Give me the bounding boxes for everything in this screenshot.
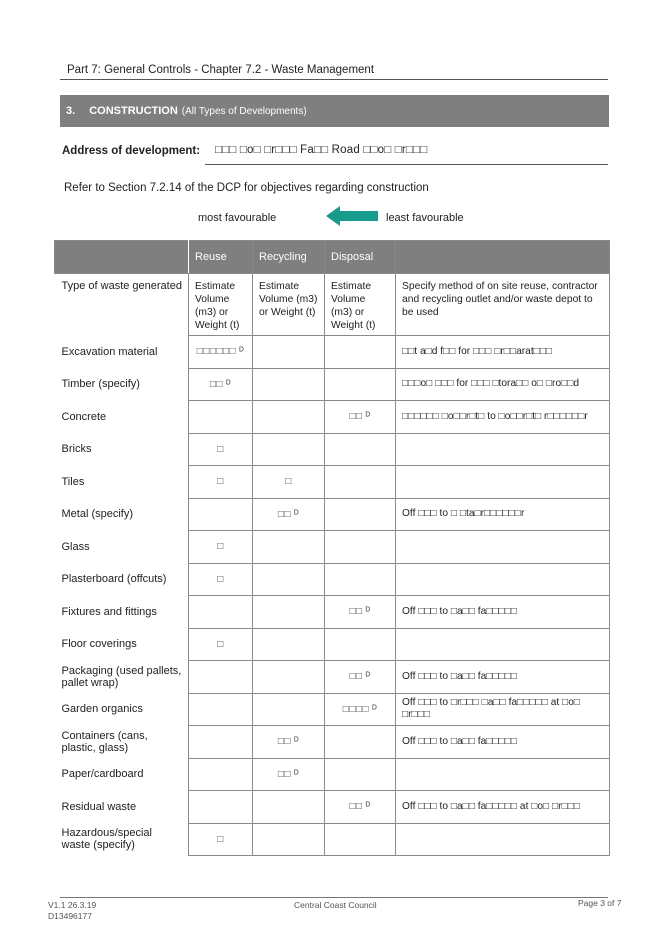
recycling-estimate-cell[interactable] xyxy=(253,336,325,369)
method-cell[interactable]: Off □□□ to □a□□ fa□□□□□ xyxy=(396,596,610,629)
table-row xyxy=(55,433,610,466)
header-disposal: Disposal xyxy=(325,241,396,274)
refer-text: Refer to Section 7.2.14 of the DCP for objectives regarding construction xyxy=(64,182,429,194)
method-cell[interactable]: Off □□□ to □a□□ fa□□□□□ xyxy=(396,726,610,759)
section-title: CONSTRUCTION xyxy=(89,105,178,117)
method-cell[interactable]: □□□o□ □□□ for □□□ □tora□□ o□ □ro□□d xyxy=(396,368,610,401)
footer-version: V1.1 26.3.19 xyxy=(48,900,97,910)
method-cell[interactable]: Off □□□ to □a□□ fa□□□□□ at □o□ □r□□□ xyxy=(396,791,610,824)
disposal-estimate-cell[interactable]: □□ ᴰ xyxy=(325,596,396,629)
disposal-estimate-cell[interactable] xyxy=(325,628,396,661)
disposal-estimate-cell[interactable] xyxy=(325,336,396,369)
waste-type-label: Excavation material xyxy=(55,336,189,369)
reuse-estimate-cell[interactable] xyxy=(189,596,253,629)
footer-left xyxy=(48,900,96,922)
reuse-estimate-cell[interactable]: □ xyxy=(189,823,253,856)
method-cell[interactable]: □□□□□□ □o□□r□t□ to □o□□r□t□ r□□□□□□r xyxy=(396,401,610,434)
recycling-estimate-cell[interactable] xyxy=(253,596,325,629)
reuse-estimate-cell[interactable] xyxy=(189,726,253,759)
subheader-reuse: Estimate Volume (m3) or Weight (t) xyxy=(189,274,253,336)
header-reuse: Reuse xyxy=(189,241,253,274)
waste-type-label: Glass xyxy=(55,531,189,564)
waste-type-label: Bricks xyxy=(55,433,189,466)
method-cell[interactable]: □□t a□d f□□ for □□□ □r□□arat□□□ xyxy=(396,336,610,369)
recycling-estimate-cell[interactable] xyxy=(253,401,325,434)
recycling-estimate-cell[interactable] xyxy=(253,823,325,856)
table-row xyxy=(55,693,610,726)
reuse-estimate-cell[interactable]: □ xyxy=(189,563,253,596)
waste-type-label: Hazardous/special waste (specify) xyxy=(55,823,189,856)
recycling-estimate-cell[interactable]: □□ ᴰ xyxy=(253,758,325,791)
disposal-estimate-cell[interactable]: □□ ᴰ xyxy=(325,661,396,694)
disposal-estimate-cell[interactable] xyxy=(325,823,396,856)
reuse-estimate-cell[interactable]: □□□□□□ ᴰ xyxy=(189,336,253,369)
header-method xyxy=(396,241,610,274)
waste-type-label: Tiles xyxy=(55,466,189,499)
disposal-estimate-cell[interactable]: □□ ᴰ xyxy=(325,401,396,434)
recycling-estimate-cell[interactable] xyxy=(253,563,325,596)
recycling-estimate-cell[interactable] xyxy=(253,628,325,661)
waste-type-label: Floor coverings xyxy=(55,628,189,661)
footer-doc-id: D13496177 xyxy=(48,911,92,921)
recycling-estimate-cell[interactable] xyxy=(253,661,325,694)
left-arrow-icon xyxy=(326,205,378,227)
subheader-disposal: Estimate Volume (m3) or Weight (t) xyxy=(325,274,396,336)
reuse-estimate-cell[interactable] xyxy=(189,758,253,791)
table-row xyxy=(55,758,610,791)
table-row xyxy=(55,466,610,499)
reuse-estimate-cell[interactable] xyxy=(189,693,253,726)
table-row xyxy=(55,596,610,629)
reuse-estimate-cell[interactable] xyxy=(189,661,253,694)
table-row xyxy=(55,531,610,564)
table-row xyxy=(55,823,610,856)
table-row xyxy=(55,661,610,694)
reuse-estimate-cell[interactable]: □ xyxy=(189,466,253,499)
footer-page-number: Page 3 of 7 xyxy=(578,898,622,908)
recycling-estimate-cell[interactable]: □□ ᴰ xyxy=(253,498,325,531)
table-row xyxy=(55,498,610,531)
table-row xyxy=(55,336,610,369)
method-cell[interactable]: Off □□□ to □r□□□ □a□□ fa□□□□□ at □o□ □r□□□ xyxy=(396,693,610,726)
table-subheader-row xyxy=(55,274,610,336)
section-number: 3. xyxy=(66,105,76,117)
reuse-estimate-cell[interactable]: □ xyxy=(189,531,253,564)
disposal-estimate-cell[interactable] xyxy=(325,368,396,401)
reuse-estimate-cell[interactable]: □ xyxy=(189,628,253,661)
waste-type-label: Paper/cardboard xyxy=(55,758,189,791)
address-underline xyxy=(205,164,608,165)
address-label: Address of development: xyxy=(62,145,201,157)
disposal-estimate-cell[interactable] xyxy=(325,531,396,564)
method-cell[interactable] xyxy=(396,628,610,661)
table-row xyxy=(55,726,610,759)
table-header-row xyxy=(55,241,610,274)
disposal-estimate-cell[interactable] xyxy=(325,726,396,759)
table-row xyxy=(55,401,610,434)
reuse-estimate-cell[interactable] xyxy=(189,401,253,434)
section-bar xyxy=(60,95,609,127)
reuse-estimate-cell[interactable] xyxy=(189,498,253,531)
header-empty xyxy=(55,241,189,274)
address-field[interactable]: □□□ □o□ □r□□□ Fa□□ Road □□o□ □r□□□ xyxy=(215,144,428,156)
footer-rule xyxy=(60,897,608,898)
section-subtitle: (All Types of Developments) xyxy=(181,105,307,117)
waste-type-label: Residual waste xyxy=(55,791,189,824)
disposal-estimate-cell[interactable] xyxy=(325,563,396,596)
disposal-estimate-cell[interactable] xyxy=(325,498,396,531)
method-cell[interactable] xyxy=(396,433,610,466)
subheader-type: Type of waste generated xyxy=(55,274,189,336)
reuse-estimate-cell[interactable]: □ xyxy=(189,433,253,466)
reuse-estimate-cell[interactable]: □□ ᴰ xyxy=(189,368,253,401)
most-favourable-label: most favourable xyxy=(198,212,277,224)
method-cell[interactable] xyxy=(396,758,610,791)
waste-type-label: Packaging (used pallets, pallet wrap) xyxy=(55,661,189,694)
waste-type-label: Fixtures and fittings xyxy=(55,596,189,629)
method-cell[interactable] xyxy=(396,531,610,564)
subheader-method: Specify method of on site reuse, contractor and recycling outlet and/or waste depot to be used xyxy=(396,274,610,336)
subheader-recycling: Estimate Volume (m3) or Weight (t) xyxy=(253,274,325,336)
waste-type-label: Plasterboard (offcuts) xyxy=(55,563,189,596)
recycling-estimate-cell[interactable]: □ xyxy=(253,466,325,499)
waste-type-label: Garden organics xyxy=(55,693,189,726)
recycling-estimate-cell[interactable] xyxy=(253,368,325,401)
recycling-estimate-cell[interactable] xyxy=(253,531,325,564)
disposal-estimate-cell[interactable] xyxy=(325,758,396,791)
method-cell[interactable]: Off □□□ to □ □ta□r□□□□□□r xyxy=(396,498,610,531)
recycling-estimate-cell[interactable]: □□ ᴰ xyxy=(253,726,325,759)
reuse-estimate-cell[interactable] xyxy=(189,791,253,824)
waste-table xyxy=(54,240,610,856)
table-row xyxy=(55,791,610,824)
table-row xyxy=(55,563,610,596)
waste-type-label: Timber (specify) xyxy=(55,368,189,401)
method-cell[interactable] xyxy=(396,563,610,596)
disposal-estimate-cell[interactable] xyxy=(325,466,396,499)
disposal-estimate-cell[interactable] xyxy=(325,433,396,466)
table-row xyxy=(55,628,610,661)
disposal-estimate-cell[interactable]: □□□□ ᴰ xyxy=(325,693,396,726)
method-cell[interactable]: Off □□□ to □a□□ fa□□□□□ xyxy=(396,661,610,694)
waste-type-label: Containers (cans, plastic, glass) xyxy=(55,726,189,759)
table-row xyxy=(55,368,610,401)
footer-council: Central Coast Council xyxy=(294,900,377,910)
recycling-estimate-cell[interactable] xyxy=(253,693,325,726)
recycling-estimate-cell[interactable] xyxy=(253,433,325,466)
header-recycling: Recycling xyxy=(253,241,325,274)
disposal-estimate-cell[interactable]: □□ ᴰ xyxy=(325,791,396,824)
header-title: Part 7: General Controls - Chapter 7.2 - Waste Management xyxy=(67,64,375,76)
waste-type-label: Concrete xyxy=(55,401,189,434)
header-rule xyxy=(60,79,608,80)
waste-type-label: Metal (specify) xyxy=(55,498,189,531)
recycling-estimate-cell[interactable] xyxy=(253,791,325,824)
method-cell[interactable] xyxy=(396,823,610,856)
method-cell[interactable] xyxy=(396,466,610,499)
least-favourable-label: least favourable xyxy=(386,212,464,224)
